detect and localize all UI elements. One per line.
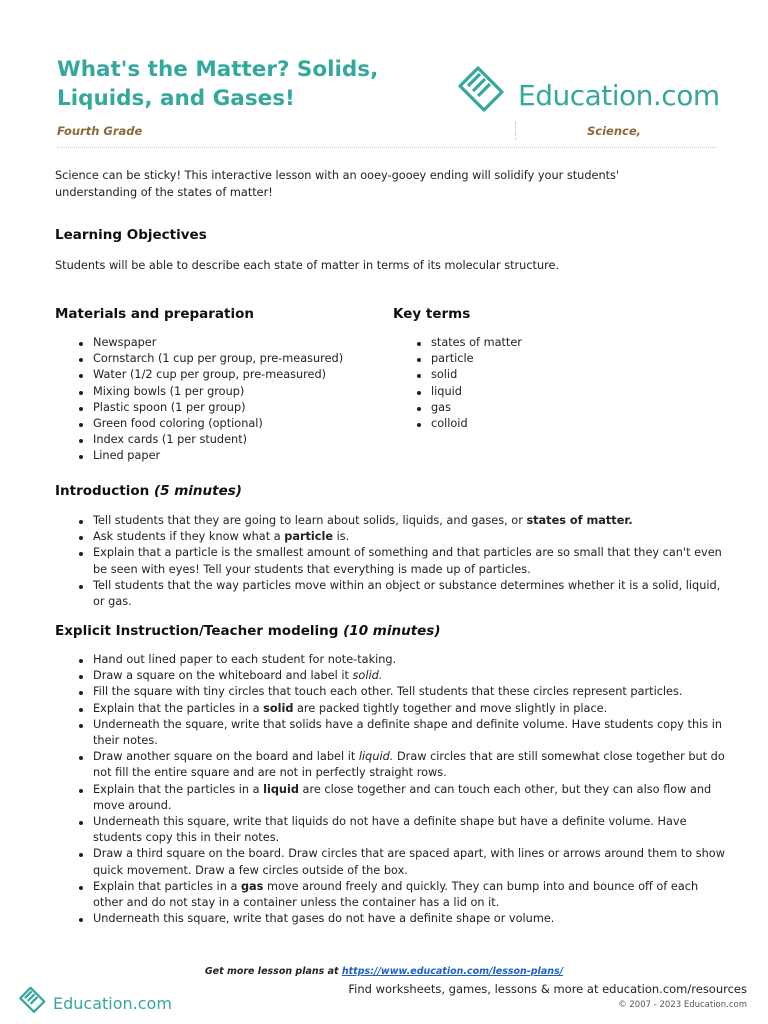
key-terms-heading: Key terms xyxy=(393,306,471,322)
list-item-italic: solid. xyxy=(352,669,383,683)
list-item: states of matter xyxy=(393,335,693,351)
list-item-text: Explain that particles in a xyxy=(93,879,241,893)
list-item xyxy=(55,879,725,911)
list-item-bold: solid xyxy=(263,701,294,715)
list-item: Plastic spoon (1 per group) xyxy=(55,400,385,416)
key-terms-list xyxy=(393,335,693,432)
list-item: Draw a third square on the board. Draw circles that are spaced apart, with lines or arrows around them to show quick movement. Draw a few circles outside of the box. xyxy=(55,846,725,878)
footer-logo[interactable] xyxy=(18,981,178,1013)
list-item-text: Explain that the particles in a xyxy=(93,782,264,796)
introduction-heading xyxy=(55,483,242,499)
list-item: Hand out lined paper to each student for note-taking. xyxy=(55,652,725,668)
list-item-text: Ask students if they know what a xyxy=(93,530,285,544)
list-item: Underneath the square, write that solids have a definite shape and definite volume. Have students copy this in their notes. xyxy=(55,717,725,749)
education-logo-icon xyxy=(18,981,50,1013)
lesson-title: What's the Matter? Solids, Liquids, and Gases! xyxy=(57,57,379,111)
footer-copyright: © 2007 - 2023 Education.com xyxy=(618,1000,747,1010)
list-item-text: are packed tightly together and move slightly in place. xyxy=(293,701,608,715)
list-item-text: Draw circles that are still somewhat close together but do not fill the entire square and are not in perfectly straight rows. xyxy=(93,750,725,780)
list-item-text: Draw another square on the board and label it xyxy=(93,750,359,764)
subject-label: Science, xyxy=(587,124,642,138)
list-item-bold: gas xyxy=(240,879,264,893)
intro-paragraph: Science can be sticky! This interactive lesson with an ooey-gooey ending will solidify your students' understanding of the states of matter! xyxy=(55,169,620,199)
list-item: Underneath this square, write that gases do not have a definite shape or volume. xyxy=(55,911,725,927)
list-item xyxy=(55,668,725,684)
footer-logo-text: Education.com xyxy=(53,994,172,1013)
list-item xyxy=(55,701,725,717)
explicit-duration: (10 minutes) xyxy=(343,623,441,639)
list-item-bold: liquid xyxy=(263,782,299,796)
introduction-duration: (5 minutes) xyxy=(153,483,242,499)
list-item xyxy=(55,749,725,781)
introduction-heading-text: Introduction xyxy=(55,483,150,499)
list-item: Newspaper xyxy=(55,335,385,351)
list-item: particle xyxy=(393,351,693,367)
list-item-text: Draw a square on the whiteboard and label it xyxy=(93,669,353,683)
list-item: solid xyxy=(393,367,693,383)
list-item: Underneath this square, write that liquids do not have a definite shape but have a definite volume. Have students copy this in their notes. xyxy=(55,814,725,846)
introduction-list xyxy=(55,513,725,610)
list-item-text: Explain that the particles in a xyxy=(93,701,264,715)
explicit-heading xyxy=(55,623,441,639)
footer-resources: Find worksheets, games, lessons & more at education.com/resources xyxy=(348,982,747,996)
list-item-text: are close together and can touch each other, but they can also flow and move around. xyxy=(93,782,712,812)
list-item-text: Tell students that they are going to learn about solids, liquids, and gases, or xyxy=(93,514,527,527)
header-divider xyxy=(57,147,717,148)
footer-promo-text: Get more lesson plans at xyxy=(204,966,342,977)
list-item-bold: particle xyxy=(284,530,334,544)
lesson-plans-link[interactable]: https://www.education.com/lesson-plans/ xyxy=(341,966,564,977)
list-item-italic: liquid. xyxy=(358,750,394,764)
education-logo[interactable] xyxy=(456,56,720,112)
meta-divider xyxy=(515,122,516,140)
list-item: liquid xyxy=(393,384,693,400)
list-item: colloid xyxy=(393,416,693,432)
list-item: Fill the square with tiny circles that touch each other. Tell students that these circles represent particles. xyxy=(55,684,725,700)
list-item: Index cards (1 per student) xyxy=(55,432,385,448)
list-item: Water (1/2 cup per group, pre-measured) xyxy=(55,367,385,383)
materials-list xyxy=(55,335,385,465)
objectives-text: Students will be able to describe each state of matter in terms of its molecular structure. xyxy=(55,259,560,272)
list-item: Green food coloring (optional) xyxy=(55,416,385,432)
materials-heading: Materials and preparation xyxy=(55,306,254,322)
explicit-list xyxy=(55,652,725,927)
list-item: Cornstarch (1 cup per group, pre-measured) xyxy=(55,351,385,367)
education-logo-icon xyxy=(456,56,512,112)
explicit-heading-text: Explicit Instruction/Teacher modeling xyxy=(55,623,339,639)
list-item xyxy=(55,529,725,545)
list-item: gas xyxy=(393,400,693,416)
list-item: Lined paper xyxy=(55,448,385,464)
list-item xyxy=(55,782,725,814)
list-item-text: move around freely and quickly. They can bump into and bounce off of each other and do not stay in a container unless the container has a lid on it. xyxy=(93,879,699,910)
list-item: Tell students that the way particles move within an object or substance determines whether it is a solid, liquid, or gas. xyxy=(55,578,725,610)
list-item-bold: states of matter. xyxy=(526,514,633,527)
education-logo-text: Education.com xyxy=(518,79,720,112)
footer-promo xyxy=(0,966,768,977)
list-item: Mixing bowls (1 per group) xyxy=(55,384,385,400)
grade-label: Fourth Grade xyxy=(57,124,143,138)
list-item xyxy=(55,513,725,529)
list-item-text: is. xyxy=(333,530,350,544)
objectives-heading: Learning Objectives xyxy=(55,227,207,243)
list-item: Explain that a particle is the smallest amount of something and that particles are so small that they can't even be seen with eyes! Tell your students that everything is made up of particles. xyxy=(55,545,725,577)
